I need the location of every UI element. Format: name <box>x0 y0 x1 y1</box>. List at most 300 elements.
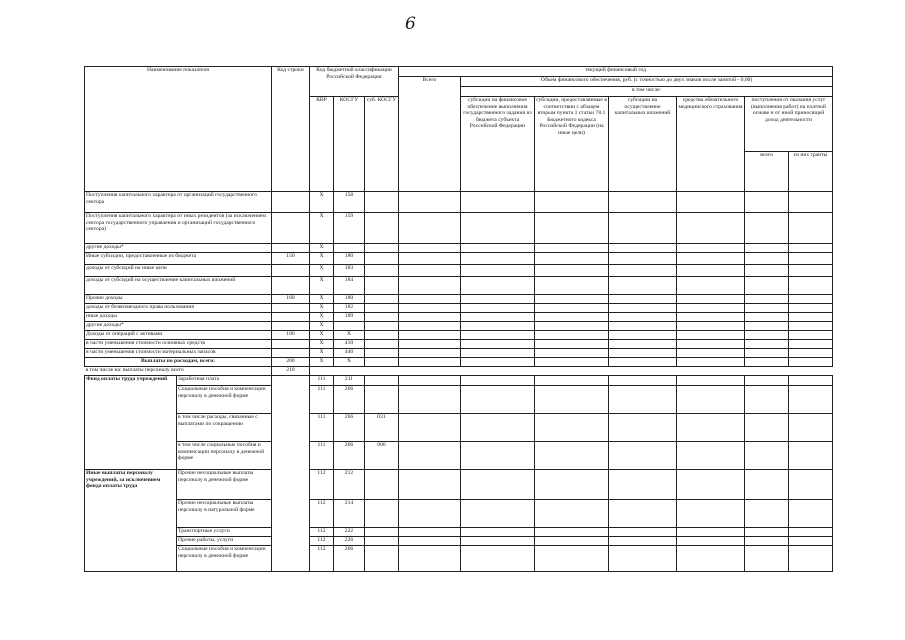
cell-subsidy-task[interactable] <box>461 442 535 470</box>
table-row <box>85 213 833 244</box>
row-kosgu: 266 <box>334 414 365 442</box>
header-paid-total: всего <box>745 152 789 192</box>
row-code <box>272 213 310 244</box>
row-kosgu: 226 <box>334 537 365 546</box>
cell-paid-total[interactable] <box>745 349 789 358</box>
row-code <box>272 244 310 253</box>
row-kosgu: 211 <box>334 376 365 386</box>
cell-total[interactable] <box>399 213 461 244</box>
row-sub-kosgu <box>365 349 399 358</box>
cell-paid-total[interactable] <box>745 331 789 340</box>
row-kosgu: 410 <box>334 340 365 349</box>
cell-subsidy-781[interactable] <box>535 295 609 304</box>
cell-capital[interactable] <box>609 213 677 244</box>
cell-subsidy-task[interactable] <box>461 277 535 295</box>
table-row <box>85 500 833 528</box>
cell-subsidy-task[interactable] <box>461 304 535 313</box>
cell-total[interactable] <box>399 340 461 349</box>
row-kosgu <box>334 367 365 376</box>
cell-oms[interactable] <box>677 313 745 322</box>
cell-oms[interactable] <box>677 376 745 386</box>
row-name: доходы от субсидий на иные цели <box>85 265 272 277</box>
cell-subsidy-781[interactable] <box>535 528 609 537</box>
row-kosgu <box>334 244 365 253</box>
cell-capital[interactable] <box>609 295 677 304</box>
row-kvr: 111 <box>310 442 334 470</box>
header-including: в том числе: <box>461 87 833 97</box>
cell-paid-grants[interactable] <box>789 277 833 295</box>
cell-subsidy-781[interactable] <box>535 331 609 340</box>
table-row <box>85 277 833 295</box>
cell-capital[interactable] <box>609 546 677 572</box>
cell-capital[interactable] <box>609 537 677 546</box>
cell-paid-total[interactable] <box>745 546 789 572</box>
row-sub-kosgu <box>365 322 399 331</box>
table-row <box>85 470 833 500</box>
row-kvr <box>310 367 334 376</box>
cell-oms[interactable] <box>677 442 745 470</box>
cell-subsidy-781[interactable] <box>535 265 609 277</box>
cell-paid-grants[interactable] <box>789 340 833 349</box>
cell-subsidy-781[interactable] <box>535 349 609 358</box>
cell-oms[interactable] <box>677 340 745 349</box>
row-name: доходы от безвозмездного права пользования <box>85 304 272 313</box>
row-sub-kosgu <box>365 213 399 244</box>
cell-paid-total[interactable] <box>745 192 789 213</box>
row-kosgu: X <box>334 331 365 340</box>
cell-capital[interactable] <box>609 304 677 313</box>
cell-subsidy-781[interactable] <box>535 213 609 244</box>
cell-total[interactable] <box>399 277 461 295</box>
table-row <box>85 313 833 322</box>
row-sub-kosgu <box>365 277 399 295</box>
table-row <box>85 386 833 414</box>
cell-paid-grants[interactable] <box>789 313 833 322</box>
cell-subsidy-781[interactable] <box>535 192 609 213</box>
header-capital: субсидии на осуществление капитальных вложений <box>609 97 677 192</box>
row-kvr: X <box>310 349 334 358</box>
cell-capital[interactable] <box>609 414 677 442</box>
cell-subsidy-task[interactable] <box>461 500 535 528</box>
cell-paid-grants[interactable] <box>789 244 833 253</box>
cell-capital[interactable] <box>609 192 677 213</box>
row-name: доходы от субсидий на осуществление капитальных вложений <box>85 277 272 295</box>
cell-capital[interactable] <box>609 349 677 358</box>
group-name: Иные выплаты персоналу учреждений, за исключением фонда оплаты труда <box>85 470 177 572</box>
cell-paid-total[interactable] <box>745 313 789 322</box>
cell-subsidy-781[interactable] <box>535 304 609 313</box>
cell-capital[interactable] <box>609 277 677 295</box>
table-row <box>85 414 833 442</box>
row-kosgu: 266 <box>334 546 365 572</box>
cell-paid-total[interactable] <box>745 442 789 470</box>
cell-subsidy-781[interactable] <box>535 322 609 331</box>
budget-table <box>84 66 833 572</box>
cell-paid-total[interactable] <box>745 358 789 367</box>
cell-subsidy-781[interactable] <box>535 470 609 500</box>
table-row <box>85 442 833 470</box>
row-code: 160 <box>272 295 310 304</box>
cell-subsidy-781[interactable] <box>535 500 609 528</box>
row-kosgu: 189 <box>334 313 365 322</box>
row-code: 210 <box>272 367 310 376</box>
item-name: в том числе расходы, связанные с выплатами по сокращению <box>177 414 272 442</box>
row-name: в части уменьшения стоимости основных средств <box>85 340 272 349</box>
row-kvr: X <box>310 340 334 349</box>
item-name: Транспортные услуги <box>177 528 272 537</box>
header-total: Всего <box>399 77 461 192</box>
table-row <box>85 376 833 386</box>
cell-capital[interactable] <box>609 244 677 253</box>
row-sub-kosgu: 031 <box>365 414 399 442</box>
cell-paid-grants[interactable] <box>789 322 833 331</box>
table-row <box>85 537 833 546</box>
row-sub-kosgu <box>365 500 399 528</box>
row-kvr: X <box>310 192 334 213</box>
cell-total[interactable] <box>399 331 461 340</box>
cell-total[interactable] <box>399 546 461 572</box>
cell-subsidy-781[interactable] <box>535 277 609 295</box>
cell-total[interactable] <box>399 500 461 528</box>
row-code <box>272 414 310 442</box>
table-row <box>85 192 833 213</box>
row-code <box>272 546 310 572</box>
cell-paid-grants[interactable] <box>789 470 833 500</box>
cell-total[interactable] <box>399 253 461 265</box>
cell-capital[interactable] <box>609 528 677 537</box>
cell-paid-grants[interactable] <box>789 442 833 470</box>
cell-subsidy-task[interactable] <box>461 253 535 265</box>
header-row-code: Код строки <box>272 67 310 192</box>
row-kosgu: 182 <box>334 304 365 313</box>
row-code <box>272 322 310 331</box>
row-code <box>272 313 310 322</box>
cell-capital[interactable] <box>609 340 677 349</box>
cell-total[interactable] <box>399 386 461 414</box>
cell-paid-grants[interactable] <box>789 349 833 358</box>
cell-oms[interactable] <box>677 295 745 304</box>
cell-total[interactable] <box>399 414 461 442</box>
row-code <box>272 376 310 386</box>
cell-paid-grants[interactable] <box>789 376 833 386</box>
cell-capital[interactable] <box>609 322 677 331</box>
cell-oms[interactable] <box>677 192 745 213</box>
cell-oms[interactable] <box>677 277 745 295</box>
row-kosgu: 266 <box>334 442 365 470</box>
cell-subsidy-781[interactable] <box>535 414 609 442</box>
row-code <box>272 500 310 528</box>
cell-subsidy-task[interactable] <box>461 528 535 537</box>
cell-oms[interactable] <box>677 331 745 340</box>
cell-oms[interactable] <box>677 322 745 331</box>
cell-capital[interactable] <box>609 500 677 528</box>
row-code <box>272 537 310 546</box>
cell-paid-total[interactable] <box>745 537 789 546</box>
table-row <box>85 265 833 277</box>
row-kosgu: 266 <box>334 386 365 414</box>
table-row <box>85 331 833 340</box>
group-name: Фонд оплаты труда учреждений <box>85 376 177 470</box>
table-row <box>85 349 833 358</box>
row-code <box>272 470 310 500</box>
cell-paid-total[interactable] <box>745 213 789 244</box>
row-code <box>272 442 310 470</box>
item-name: Прочие работы, услуги <box>177 537 272 546</box>
cell-oms[interactable] <box>677 500 745 528</box>
cell-paid-total[interactable] <box>745 386 789 414</box>
cell-paid-total[interactable] <box>745 253 789 265</box>
cell-paid-grants[interactable] <box>789 331 833 340</box>
cell-capital[interactable] <box>609 358 677 367</box>
row-code: 150 <box>272 253 310 265</box>
table-row <box>85 546 833 572</box>
cell-paid-total[interactable] <box>745 277 789 295</box>
cell-subsidy-781[interactable] <box>535 537 609 546</box>
row-code <box>272 528 310 537</box>
row-kvr: X <box>310 313 334 322</box>
header-current-year: текущий финансовый год <box>399 67 833 77</box>
cell-subsidy-task[interactable] <box>461 340 535 349</box>
row-kvr: X <box>310 265 334 277</box>
page-number: 6 <box>405 14 416 34</box>
cell-total[interactable] <box>399 313 461 322</box>
header-budget-classification: Код бюджетной классификации Российской Федерации <box>310 67 399 97</box>
cell-subsidy-task[interactable] <box>461 313 535 322</box>
header-volume: Объем финансового обеспечения, руб. (с точностью до двух знаков после запятой - 0,00) <box>461 77 833 87</box>
cell-total[interactable] <box>399 349 461 358</box>
cell-oms[interactable] <box>677 528 745 537</box>
row-kvr: X <box>310 331 334 340</box>
row-kvr: X <box>310 358 334 367</box>
cell-capital[interactable] <box>609 376 677 386</box>
row-kvr: X <box>310 304 334 313</box>
cell-capital[interactable] <box>609 331 677 340</box>
row-kvr: 111 <box>310 414 334 442</box>
cell-paid-total[interactable] <box>745 244 789 253</box>
cell-capital[interactable] <box>609 470 677 500</box>
header-kosgu: КОСГУ <box>334 97 365 192</box>
cell-oms[interactable] <box>677 414 745 442</box>
cell-paid-total[interactable] <box>745 304 789 313</box>
row-name: Поступления капитального характера от иных резидентов (за исключением сектора государственного управления и организаций государственного сектора) <box>85 213 272 244</box>
cell-subsidy-781[interactable] <box>535 376 609 386</box>
row-sub-kosgu <box>365 528 399 537</box>
cell-subsidy-781[interactable] <box>535 340 609 349</box>
row-sub-kosgu <box>365 192 399 213</box>
cell-total[interactable] <box>399 376 461 386</box>
cell-total[interactable] <box>399 265 461 277</box>
cell-subsidy-781[interactable] <box>535 253 609 265</box>
cell-paid-grants[interactable] <box>789 192 833 213</box>
cell-subsidy-781[interactable] <box>535 358 609 367</box>
row-name: Поступления капитального характера от организаций государственного сектора <box>85 192 272 213</box>
cell-paid-grants[interactable] <box>789 500 833 528</box>
cell-paid-grants[interactable] <box>789 546 833 572</box>
row-kvr: X <box>310 213 334 244</box>
cell-oms[interactable] <box>677 253 745 265</box>
cell-paid-total[interactable] <box>745 265 789 277</box>
cell-subsidy-task[interactable] <box>461 213 535 244</box>
cell-paid-grants[interactable] <box>789 414 833 442</box>
cell-paid-grants[interactable] <box>789 304 833 313</box>
row-name: в том числе на: выплаты персоналу всего <box>85 367 184 373</box>
cell-paid-grants[interactable] <box>789 213 833 244</box>
cell-total[interactable] <box>399 295 461 304</box>
row-kvr: X <box>310 253 334 265</box>
cell-subsidy-781[interactable] <box>535 244 609 253</box>
row-name: Прочие доходы <box>85 295 272 304</box>
cell-subsidy-task[interactable] <box>461 470 535 500</box>
cell-subsidy-task[interactable] <box>461 358 535 367</box>
row-sub-kosgu <box>365 367 399 376</box>
cell-paid-total[interactable] <box>745 295 789 304</box>
cell-subsidy-781[interactable] <box>535 313 609 322</box>
cell-subsidy-task[interactable] <box>461 244 535 253</box>
header-kvr: КВР <box>310 97 334 192</box>
row-code: 200 <box>272 358 310 367</box>
row-kosgu: 222 <box>334 528 365 537</box>
cell-paid-grants[interactable] <box>789 528 833 537</box>
cell-subsidy-task[interactable] <box>461 192 535 213</box>
row-kosgu <box>334 322 365 331</box>
row-sub-kosgu <box>365 244 399 253</box>
header-subsidy-task: субсидии на финансовое обеспечение выполнения государственного задания из бюджета субъекта Российской Федерации <box>461 97 535 192</box>
cell-oms[interactable] <box>677 537 745 546</box>
row-code <box>272 349 310 358</box>
cell-subsidy-task[interactable] <box>461 546 535 572</box>
table-row <box>85 340 833 349</box>
table-row <box>85 367 833 376</box>
cell-total[interactable] <box>399 528 461 537</box>
cell-subsidy-781[interactable] <box>535 546 609 572</box>
cell-total[interactable] <box>399 304 461 313</box>
row-code <box>272 277 310 295</box>
cell-capital[interactable] <box>609 442 677 470</box>
header-oms: средства обязательного медицинского страхования <box>677 97 745 192</box>
cell-capital[interactable] <box>609 265 677 277</box>
cell-subsidy-781[interactable] <box>535 386 609 414</box>
row-kosgu: 183 <box>334 265 365 277</box>
cell-total[interactable] <box>399 322 461 331</box>
row-kosgu: 159 <box>334 213 365 244</box>
cell-oms[interactable] <box>677 349 745 358</box>
cell-total[interactable] <box>399 442 461 470</box>
cell-total[interactable] <box>399 537 461 546</box>
row-kosgu: 180 <box>334 295 365 304</box>
row-kosgu: 212 <box>334 470 365 500</box>
row-name: иные доходы <box>85 313 272 322</box>
cell-oms[interactable] <box>677 244 745 253</box>
cell-paid-total[interactable] <box>745 500 789 528</box>
row-kosgu: 440 <box>334 349 365 358</box>
cell-oms[interactable] <box>677 386 745 414</box>
cell-paid-total[interactable] <box>745 376 789 386</box>
row-sub-kosgu <box>365 253 399 265</box>
cell-subsidy-task[interactable] <box>461 322 535 331</box>
cell-paid-grants[interactable] <box>789 295 833 304</box>
cell-paid-total[interactable] <box>745 414 789 442</box>
cell-oms[interactable] <box>677 470 745 500</box>
cell-subsidy-task[interactable] <box>461 414 535 442</box>
cell-subsidy-task[interactable] <box>461 537 535 546</box>
row-code <box>272 386 310 414</box>
cell-paid-total[interactable] <box>745 528 789 537</box>
row-sub-kosgu <box>365 537 399 546</box>
row-sub-kosgu <box>365 331 399 340</box>
row-sub-kosgu <box>365 376 399 386</box>
cell-total[interactable] <box>399 192 461 213</box>
cell-oms[interactable] <box>677 213 745 244</box>
cell-subsidy-task[interactable] <box>461 331 535 340</box>
cell-paid-grants[interactable] <box>789 358 833 367</box>
cell-total[interactable] <box>399 358 461 367</box>
row-code <box>272 192 310 213</box>
header-paid-grants: из них гранты <box>789 152 833 192</box>
cell-subsidy-task[interactable] <box>461 295 535 304</box>
row-sub-kosgu <box>365 386 399 414</box>
cell-capital[interactable] <box>609 313 677 322</box>
cell-paid-grants[interactable] <box>789 265 833 277</box>
item-name: Социальные пособия и компенсации персоналу в денежной форме <box>177 386 272 414</box>
row-code <box>272 340 310 349</box>
row-sub-kosgu <box>365 265 399 277</box>
cell-paid-grants[interactable] <box>789 253 833 265</box>
cell-subsidy-task[interactable] <box>461 386 535 414</box>
cell-oms[interactable] <box>677 546 745 572</box>
row-kvr: 112 <box>310 537 334 546</box>
row-kvr: 112 <box>310 470 334 500</box>
cell-total[interactable] <box>399 470 461 500</box>
table-row <box>85 528 833 537</box>
row-kvr: 112 <box>310 528 334 537</box>
row-kvr: X <box>310 277 334 295</box>
cell-subsidy-task[interactable] <box>461 376 535 386</box>
row-kvr: 112 <box>310 500 334 528</box>
cell-oms[interactable] <box>677 304 745 313</box>
cell-paid-grants[interactable] <box>789 537 833 546</box>
cell-capital[interactable] <box>609 253 677 265</box>
row-code <box>272 304 310 313</box>
row-sub-kosgu: 000 <box>365 442 399 470</box>
table-row <box>85 253 833 265</box>
cell-subsidy-781[interactable] <box>535 442 609 470</box>
cell-capital[interactable] <box>609 386 677 414</box>
row-sub-kosgu <box>365 304 399 313</box>
row-name: Иные субсидии, предоставленные из бюджета <box>85 253 272 265</box>
cell-subsidy-task[interactable] <box>461 265 535 277</box>
item-name: Прочие несоциальные выплаты персоналу в натуральной форме <box>177 500 272 528</box>
cell-paid-total[interactable] <box>745 322 789 331</box>
header-indicator: Наименование показателя <box>85 67 272 192</box>
row-kvr: 111 <box>310 386 334 414</box>
cell-paid-total[interactable] <box>745 470 789 500</box>
row-kosgu: 184 <box>334 277 365 295</box>
row-code: 180 <box>272 331 310 340</box>
item-name: Заработная плата <box>177 376 272 386</box>
cell-oms[interactable] <box>677 265 745 277</box>
row-code <box>272 265 310 277</box>
cell-paid-grants[interactable] <box>789 386 833 414</box>
item-name: Социальные пособия и компенсации персоналу в денежной форме <box>177 546 272 572</box>
cell-total[interactable] <box>399 244 461 253</box>
row-sub-kosgu <box>365 358 399 367</box>
row-kvr: 111 <box>310 376 334 386</box>
cell-oms[interactable] <box>677 358 745 367</box>
cell-paid-total[interactable] <box>745 340 789 349</box>
header-subsidy-781: субсидии, предоставляемые в соответствии с абзацем вторым пункта 1 статьи 78.1 Бюджетного кодекса Российской Федерации (на иные цели) <box>535 97 609 192</box>
header-paid: поступления от оказания услуг (выполнения работ) на платной основе и от иной приносящей доход деятельности <box>745 97 833 152</box>
cell-subsidy-task[interactable] <box>461 349 535 358</box>
